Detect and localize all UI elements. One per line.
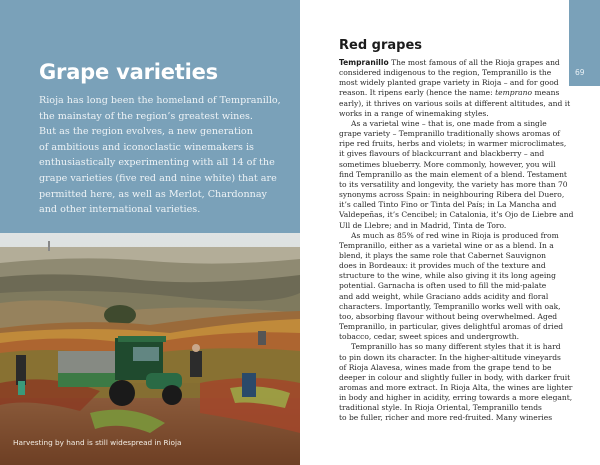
body-line-text: The most famous of all the Rioja grapes and [388, 58, 560, 67]
body-line: blend, it plays the same role that Cabernet Sauvignon [339, 250, 546, 260]
intro-text [39, 93, 297, 218]
body-text [339, 58, 574, 424]
body-line: traditional style. In Rioja Oriental, Tempranillo tends [339, 403, 542, 413]
body-line: Tempranillo, in particular, gives delightful aromas of dried [339, 322, 564, 332]
body-line: it’s called Tinto Fino or Tinta del País; in La Mancha and [339, 200, 557, 210]
body-line: Ull de Llebre; and in Madrid, Tinta de Toro. [339, 220, 507, 230]
body-line: find Tempranillo as the main element of a blend. Testament [339, 169, 567, 179]
body-line: in body and higher in acidity, erring towards a more elegant, [339, 393, 573, 403]
section-title: Red grapes [339, 38, 423, 53]
body-line: does in Bordeaux: it provides much of the texture and [339, 261, 546, 271]
body-line: considered indigenous to the region, Tempranillo is the [339, 68, 552, 78]
body-line [339, 58, 569, 68]
body-line: As much as 85% of red wine in Rioja is produced from [351, 230, 559, 240]
body-line: works in a range of winemaking styles. [339, 108, 489, 118]
body-line: tobacco, cedar, sweet spices and undergrowth. [339, 332, 520, 342]
intro-line: the mainstay of the region’s greatest wines. [39, 110, 253, 122]
body-line-text: reason. It ripens early (hence the name: [339, 88, 496, 98]
lead-term: Tempranillo [339, 58, 389, 67]
intro-line: permitted here, as well as Merlot, Chardonnay [39, 188, 267, 200]
body-line: synonyms across Spain: in neighbouring Ribera del Duero, [339, 190, 565, 200]
body-line: and add weight, while Graciano adds acidity and floral [339, 291, 549, 301]
body-line: deeper in colour and slightly fuller in body, with darker fruit [339, 372, 571, 382]
body-line-text: means [532, 88, 560, 98]
page-number: 69 [575, 68, 585, 77]
body-line: As a varietal wine – that is, one made from a single [351, 118, 547, 128]
body-line: characters. Importantly, Tempranillo works well with oak, [339, 301, 561, 311]
body-line: most widely planted grape variety in Rioja – and for good [339, 78, 559, 88]
body-line: early), it thrives on various soils at different altitudes, and it [339, 98, 571, 108]
italic-term: temprano [495, 88, 533, 98]
body-line: aromas and more extract. In Rioja Alta, the wines are lighter [339, 383, 573, 392]
body-line: Tempranillo has so many different styles that it is hard [351, 342, 561, 352]
body-line: structure to the wine, while also giving it its long ageing [339, 271, 556, 281]
body-line: to be fuller, richer and more red-fruited. Many wineries [339, 413, 553, 423]
vineyard-harvest-photo [0, 233, 300, 465]
body-line: to its versatility and longevity, the variety has more than 70 [339, 179, 568, 189]
intro-line: enthusiastically experimenting with all 14 of the [39, 157, 275, 169]
intro-line: of ambitious and iconoclastic winemakers is [39, 141, 254, 153]
photo-caption: Harvesting by hand is still widespread in Rioja [13, 438, 182, 447]
body-line: of Rioja Alavesa, wines made from the grape tend to be [339, 362, 552, 372]
chapter-title: Grape varieties [39, 60, 218, 84]
body-line: sometimes blueberry. More commonly, however, you will [339, 159, 556, 169]
intro-line: grape varieties (five red and nine white) that are [39, 172, 277, 184]
body-line: potential. Garnacha is often used to fill the mid-palate [339, 281, 547, 291]
intro-line: But as the region evolves, a new generation [39, 126, 253, 138]
body-line: to pin down its character. In the higher-altitude vineyards [339, 352, 561, 362]
body-line: Tempranillo, either as a varietal wine or as a blend. In a [339, 240, 554, 250]
intro-line: Rioja has long been the homeland of Tempranillo, [39, 95, 281, 106]
body-line: it gives flavours of blackcurrant and blackberry – and [339, 149, 545, 159]
body-line: grape variety – Tempranillo traditionally shows aromas of [339, 129, 560, 139]
intro-line: and other international varieties. [39, 204, 201, 216]
body-line: too, absorbing flavour without being overwhelmed. Aged [339, 311, 558, 321]
body-line [339, 88, 569, 98]
body-line: Valdepeñas, it’s Cencibel; in Catalonia, it’s Ojo de Liebre and [339, 210, 574, 220]
body-line: ripe red fruits, herbs and violets; in warmer microclimates, [339, 139, 567, 149]
